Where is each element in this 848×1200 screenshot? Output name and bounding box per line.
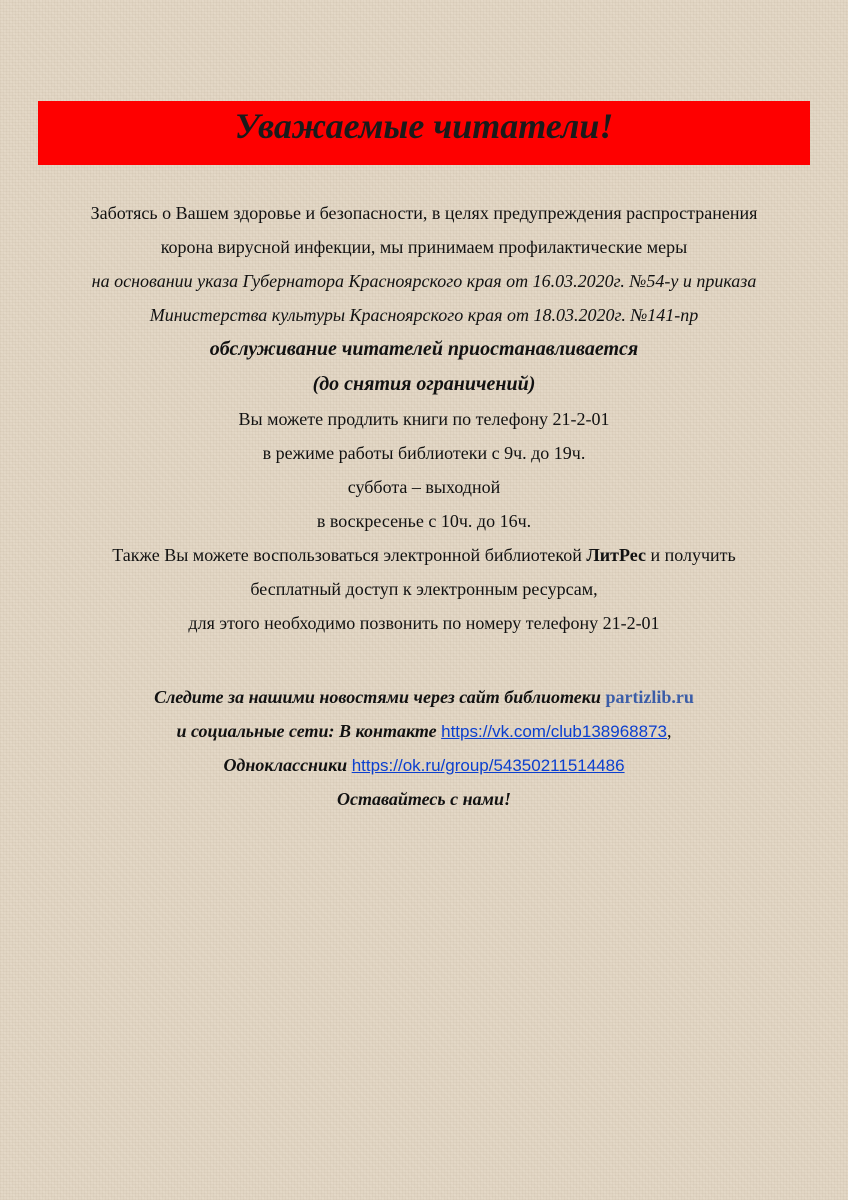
saturday-hours: суббота – выходной: [347, 477, 501, 497]
news-social-text: и социальные сети: В контакте: [176, 721, 442, 741]
working-hours: в режиме работы библиотеки с 9ч. до 19ч.: [262, 443, 586, 463]
closing-line: Оставайтесь с нами!: [337, 789, 511, 809]
vk-link[interactable]: https://vk.com/club138968873: [441, 722, 667, 741]
suspension-notice: обслуживание читателей приостанавливается: [209, 338, 639, 360]
news-ok-line: [0, 748, 848, 782]
litres-line-1: [0, 538, 848, 572]
page-title: Уважаемые читатели!: [234, 106, 614, 146]
litres-text-before: Также Вы можете воспользоваться электронной библиотекой: [112, 545, 587, 565]
notice-body: [0, 196, 848, 816]
news-vk-line: [0, 714, 848, 748]
litres-text-after: и получить: [645, 545, 736, 565]
vk-link-suffix: ,: [666, 721, 672, 741]
news-site-line: [0, 680, 848, 714]
news-follow-text: Следите за нашими новостями через сайт библиотеки: [154, 687, 606, 707]
basis-line-1: на основании указа Губернатора Красноярского края от 16.03.2020г. №54-у и приказа: [91, 271, 757, 291]
sunday-hours: в воскресенье с 10ч. до 16ч.: [316, 511, 532, 531]
litres-line-3: для этого необходимо позвонить по номеру телефону 21-2-01: [188, 613, 660, 633]
library-site-link[interactable]: partizlib.ru: [605, 687, 694, 707]
intro-line-2: корона вирусной инфекции, мы принимаем профилактические меры: [160, 237, 688, 257]
litres-line-2: бесплатный доступ к электронным ресурсам,: [250, 579, 598, 599]
intro-line-1: Заботясь о Вашем здоровье и безопасности, в целях предупреждения распространения: [90, 203, 758, 223]
litres-name: ЛитРес: [586, 545, 646, 565]
suspension-until: (до снятия ограничений): [312, 373, 536, 395]
news-ok-text: Одноклассники: [223, 755, 352, 775]
header-banner: [38, 101, 810, 165]
section-spacer: [0, 640, 848, 680]
basis-line-2: Министерства культуры Красноярского края от 18.03.2020г. №141-пр: [149, 305, 699, 325]
renew-by-phone: Вы можете продлить книги по телефону 21-2-01: [238, 409, 610, 429]
ok-link[interactable]: https://ok.ru/group/54350211514486: [351, 756, 625, 775]
